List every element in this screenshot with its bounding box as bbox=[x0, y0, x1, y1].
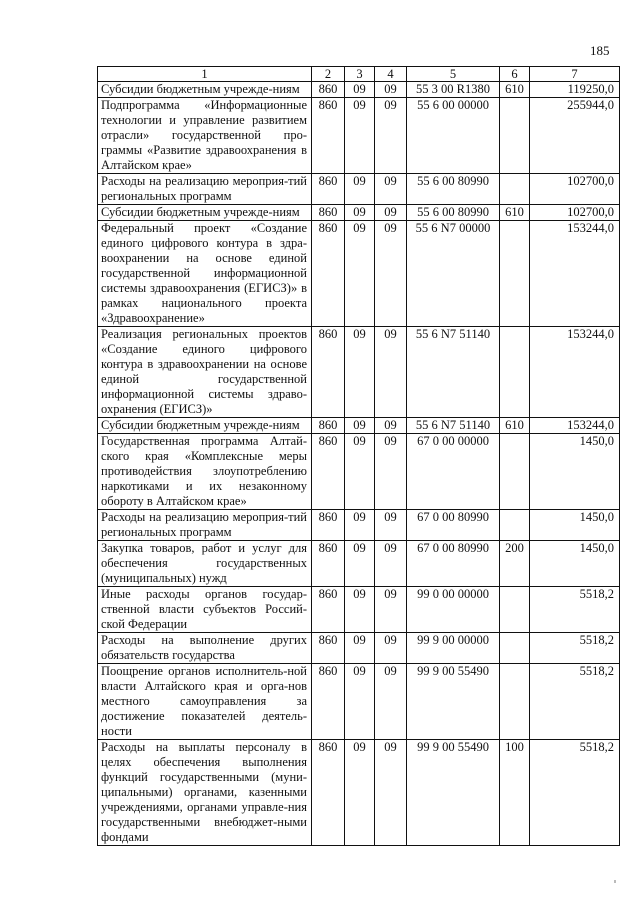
amount-cell: 153244,0 bbox=[530, 221, 620, 327]
target-article-cell: 55 6 N7 00000 bbox=[407, 221, 500, 327]
section-cell: 09 bbox=[345, 327, 375, 418]
row-name-cell: Расходы на выплаты персоналу в целях обеспечения выполнения функций государственными (муни-ципальными) органами, казенными учреждениями, органами управле-ния государственными внебюджет-ными фондами bbox=[98, 740, 312, 846]
target-article-cell: 55 6 N7 51140 bbox=[407, 327, 500, 418]
admin-code-cell: 860 bbox=[312, 221, 345, 327]
subsection-cell: 09 bbox=[375, 664, 407, 740]
section-cell: 09 bbox=[345, 541, 375, 587]
row-name-cell: Субсидии бюджетным учрежде-ниям bbox=[98, 82, 312, 98]
subsection-cell: 09 bbox=[375, 327, 407, 418]
table-row bbox=[98, 510, 620, 541]
section-cell: 09 bbox=[345, 664, 375, 740]
expense-type-cell: 610 bbox=[500, 418, 530, 434]
target-article-cell: 99 9 00 00000 bbox=[407, 633, 500, 664]
amount-cell: 1450,0 bbox=[530, 541, 620, 587]
expense-type-cell bbox=[500, 98, 530, 174]
admin-code-cell: 860 bbox=[312, 541, 345, 587]
section-cell: 09 bbox=[345, 434, 375, 510]
expense-type-cell bbox=[500, 327, 530, 418]
admin-code-cell: 860 bbox=[312, 740, 345, 846]
section-cell: 09 bbox=[345, 205, 375, 221]
section-cell: 09 bbox=[345, 174, 375, 205]
row-name-cell: Федеральный проект «Создание единого цифрового контура в здра-воохранении на основе единой государственной информационной системы здравоохранения (ЕГИСЗ)» в рамках национального проекта «Здравоохранение» bbox=[98, 221, 312, 327]
expense-type-cell: 610 bbox=[500, 205, 530, 221]
scan-speck bbox=[614, 880, 616, 883]
page-number: 185 bbox=[590, 43, 610, 58]
header-cell: 6 bbox=[500, 67, 530, 82]
subsection-cell: 09 bbox=[375, 418, 407, 434]
table-row bbox=[98, 434, 620, 510]
subsection-cell: 09 bbox=[375, 541, 407, 587]
target-article-cell: 55 6 00 80990 bbox=[407, 205, 500, 221]
row-name-cell: Расходы на выполнение других обязательств государства bbox=[98, 633, 312, 664]
table-body bbox=[98, 82, 620, 846]
budget-table bbox=[97, 66, 620, 846]
header-cell: 2 bbox=[312, 67, 345, 82]
section-cell: 09 bbox=[345, 82, 375, 98]
table-row bbox=[98, 82, 620, 98]
target-article-cell: 55 6 N7 51140 bbox=[407, 418, 500, 434]
header-cell: 5 bbox=[407, 67, 500, 82]
amount-cell: 153244,0 bbox=[530, 418, 620, 434]
row-name-cell: Реализация региональных проектов «Создание единого цифрового контура в здравоохранении на основе единой государственной информационной системы здраво-охранения (ЕГИСЗ)» bbox=[98, 327, 312, 418]
table-row bbox=[98, 740, 620, 846]
target-article-cell: 67 0 00 80990 bbox=[407, 510, 500, 541]
subsection-cell: 09 bbox=[375, 740, 407, 846]
amount-cell: 5518,2 bbox=[530, 633, 620, 664]
target-article-cell: 55 6 00 80990 bbox=[407, 174, 500, 205]
section-cell: 09 bbox=[345, 98, 375, 174]
section-cell: 09 bbox=[345, 418, 375, 434]
expense-type-cell bbox=[500, 587, 530, 633]
section-cell: 09 bbox=[345, 510, 375, 541]
admin-code-cell: 860 bbox=[312, 174, 345, 205]
admin-code-cell: 860 bbox=[312, 664, 345, 740]
subsection-cell: 09 bbox=[375, 205, 407, 221]
amount-cell: 119250,0 bbox=[530, 82, 620, 98]
expense-type-cell: 610 bbox=[500, 82, 530, 98]
row-name-cell: Субсидии бюджетным учрежде-ниям bbox=[98, 418, 312, 434]
row-name-cell: Подпрограмма «Информационные технологии и управление развитием отрасли» государственной про-граммы «Развитие здравоохранения в Алтайском крае» bbox=[98, 98, 312, 174]
expense-type-cell bbox=[500, 510, 530, 541]
target-article-cell: 55 3 00 R1380 bbox=[407, 82, 500, 98]
row-name-cell: Расходы на реализацию мероприя-тий региональных программ bbox=[98, 510, 312, 541]
table-row bbox=[98, 205, 620, 221]
row-name-cell: Субсидии бюджетным учрежде-ниям bbox=[98, 205, 312, 221]
row-name-cell: Государственная программа Алтай-ского края «Комплексные меры противодействия злоупотреблению наркотиками и их незаконному обороту в Алтайском крае» bbox=[98, 434, 312, 510]
section-cell: 09 bbox=[345, 221, 375, 327]
subsection-cell: 09 bbox=[375, 434, 407, 510]
table-row bbox=[98, 221, 620, 327]
section-cell: 09 bbox=[345, 633, 375, 664]
table-row bbox=[98, 664, 620, 740]
amount-cell: 102700,0 bbox=[530, 205, 620, 221]
subsection-cell: 09 bbox=[375, 587, 407, 633]
row-name-cell: Иные расходы органов государ-ственной власти субъектов Россий-ской Федерации bbox=[98, 587, 312, 633]
expense-type-cell bbox=[500, 434, 530, 510]
header-cell: 1 bbox=[98, 67, 312, 82]
table-row bbox=[98, 633, 620, 664]
amount-cell: 1450,0 bbox=[530, 510, 620, 541]
target-article-cell: 67 0 00 00000 bbox=[407, 434, 500, 510]
row-name-cell: Закупка товаров, работ и услуг для обеспечения государственных (муниципальных) нужд bbox=[98, 541, 312, 587]
row-name-cell: Расходы на реализацию мероприя-тий региональных программ bbox=[98, 174, 312, 205]
admin-code-cell: 860 bbox=[312, 434, 345, 510]
section-cell: 09 bbox=[345, 587, 375, 633]
amount-cell: 5518,2 bbox=[530, 587, 620, 633]
subsection-cell: 09 bbox=[375, 510, 407, 541]
amount-cell: 5518,2 bbox=[530, 664, 620, 740]
table-row bbox=[98, 174, 620, 205]
expense-type-cell bbox=[500, 221, 530, 327]
subsection-cell: 09 bbox=[375, 633, 407, 664]
target-article-cell: 99 9 00 55490 bbox=[407, 664, 500, 740]
admin-code-cell: 860 bbox=[312, 418, 345, 434]
amount-cell: 1450,0 bbox=[530, 434, 620, 510]
expense-type-cell: 100 bbox=[500, 740, 530, 846]
table-row bbox=[98, 541, 620, 587]
target-article-cell: 99 0 00 00000 bbox=[407, 587, 500, 633]
table-row bbox=[98, 327, 620, 418]
header-cell: 3 bbox=[345, 67, 375, 82]
table-row bbox=[98, 587, 620, 633]
table-row bbox=[98, 98, 620, 174]
expense-type-cell: 200 bbox=[500, 541, 530, 587]
expense-type-cell bbox=[500, 174, 530, 205]
header-cell: 4 bbox=[375, 67, 407, 82]
target-article-cell: 55 6 00 00000 bbox=[407, 98, 500, 174]
section-cell: 09 bbox=[345, 740, 375, 846]
target-article-cell: 99 9 00 55490 bbox=[407, 740, 500, 846]
amount-cell: 153244,0 bbox=[530, 327, 620, 418]
subsection-cell: 09 bbox=[375, 221, 407, 327]
amount-cell: 5518,2 bbox=[530, 740, 620, 846]
admin-code-cell: 860 bbox=[312, 510, 345, 541]
admin-code-cell: 860 bbox=[312, 633, 345, 664]
subsection-cell: 09 bbox=[375, 82, 407, 98]
table-row bbox=[98, 418, 620, 434]
row-name-cell: Поощрение органов исполнитель-ной власти Алтайского края и орга-нов местного самоуправления за достижение показателей деятель-ности bbox=[98, 664, 312, 740]
amount-cell: 102700,0 bbox=[530, 174, 620, 205]
header-row bbox=[98, 67, 620, 82]
admin-code-cell: 860 bbox=[312, 587, 345, 633]
subsection-cell: 09 bbox=[375, 174, 407, 205]
expense-type-cell bbox=[500, 664, 530, 740]
expense-type-cell bbox=[500, 633, 530, 664]
header-cell: 7 bbox=[530, 67, 620, 82]
target-article-cell: 67 0 00 80990 bbox=[407, 541, 500, 587]
admin-code-cell: 860 bbox=[312, 327, 345, 418]
admin-code-cell: 860 bbox=[312, 82, 345, 98]
subsection-cell: 09 bbox=[375, 98, 407, 174]
admin-code-cell: 860 bbox=[312, 205, 345, 221]
amount-cell: 255944,0 bbox=[530, 98, 620, 174]
admin-code-cell: 860 bbox=[312, 98, 345, 174]
